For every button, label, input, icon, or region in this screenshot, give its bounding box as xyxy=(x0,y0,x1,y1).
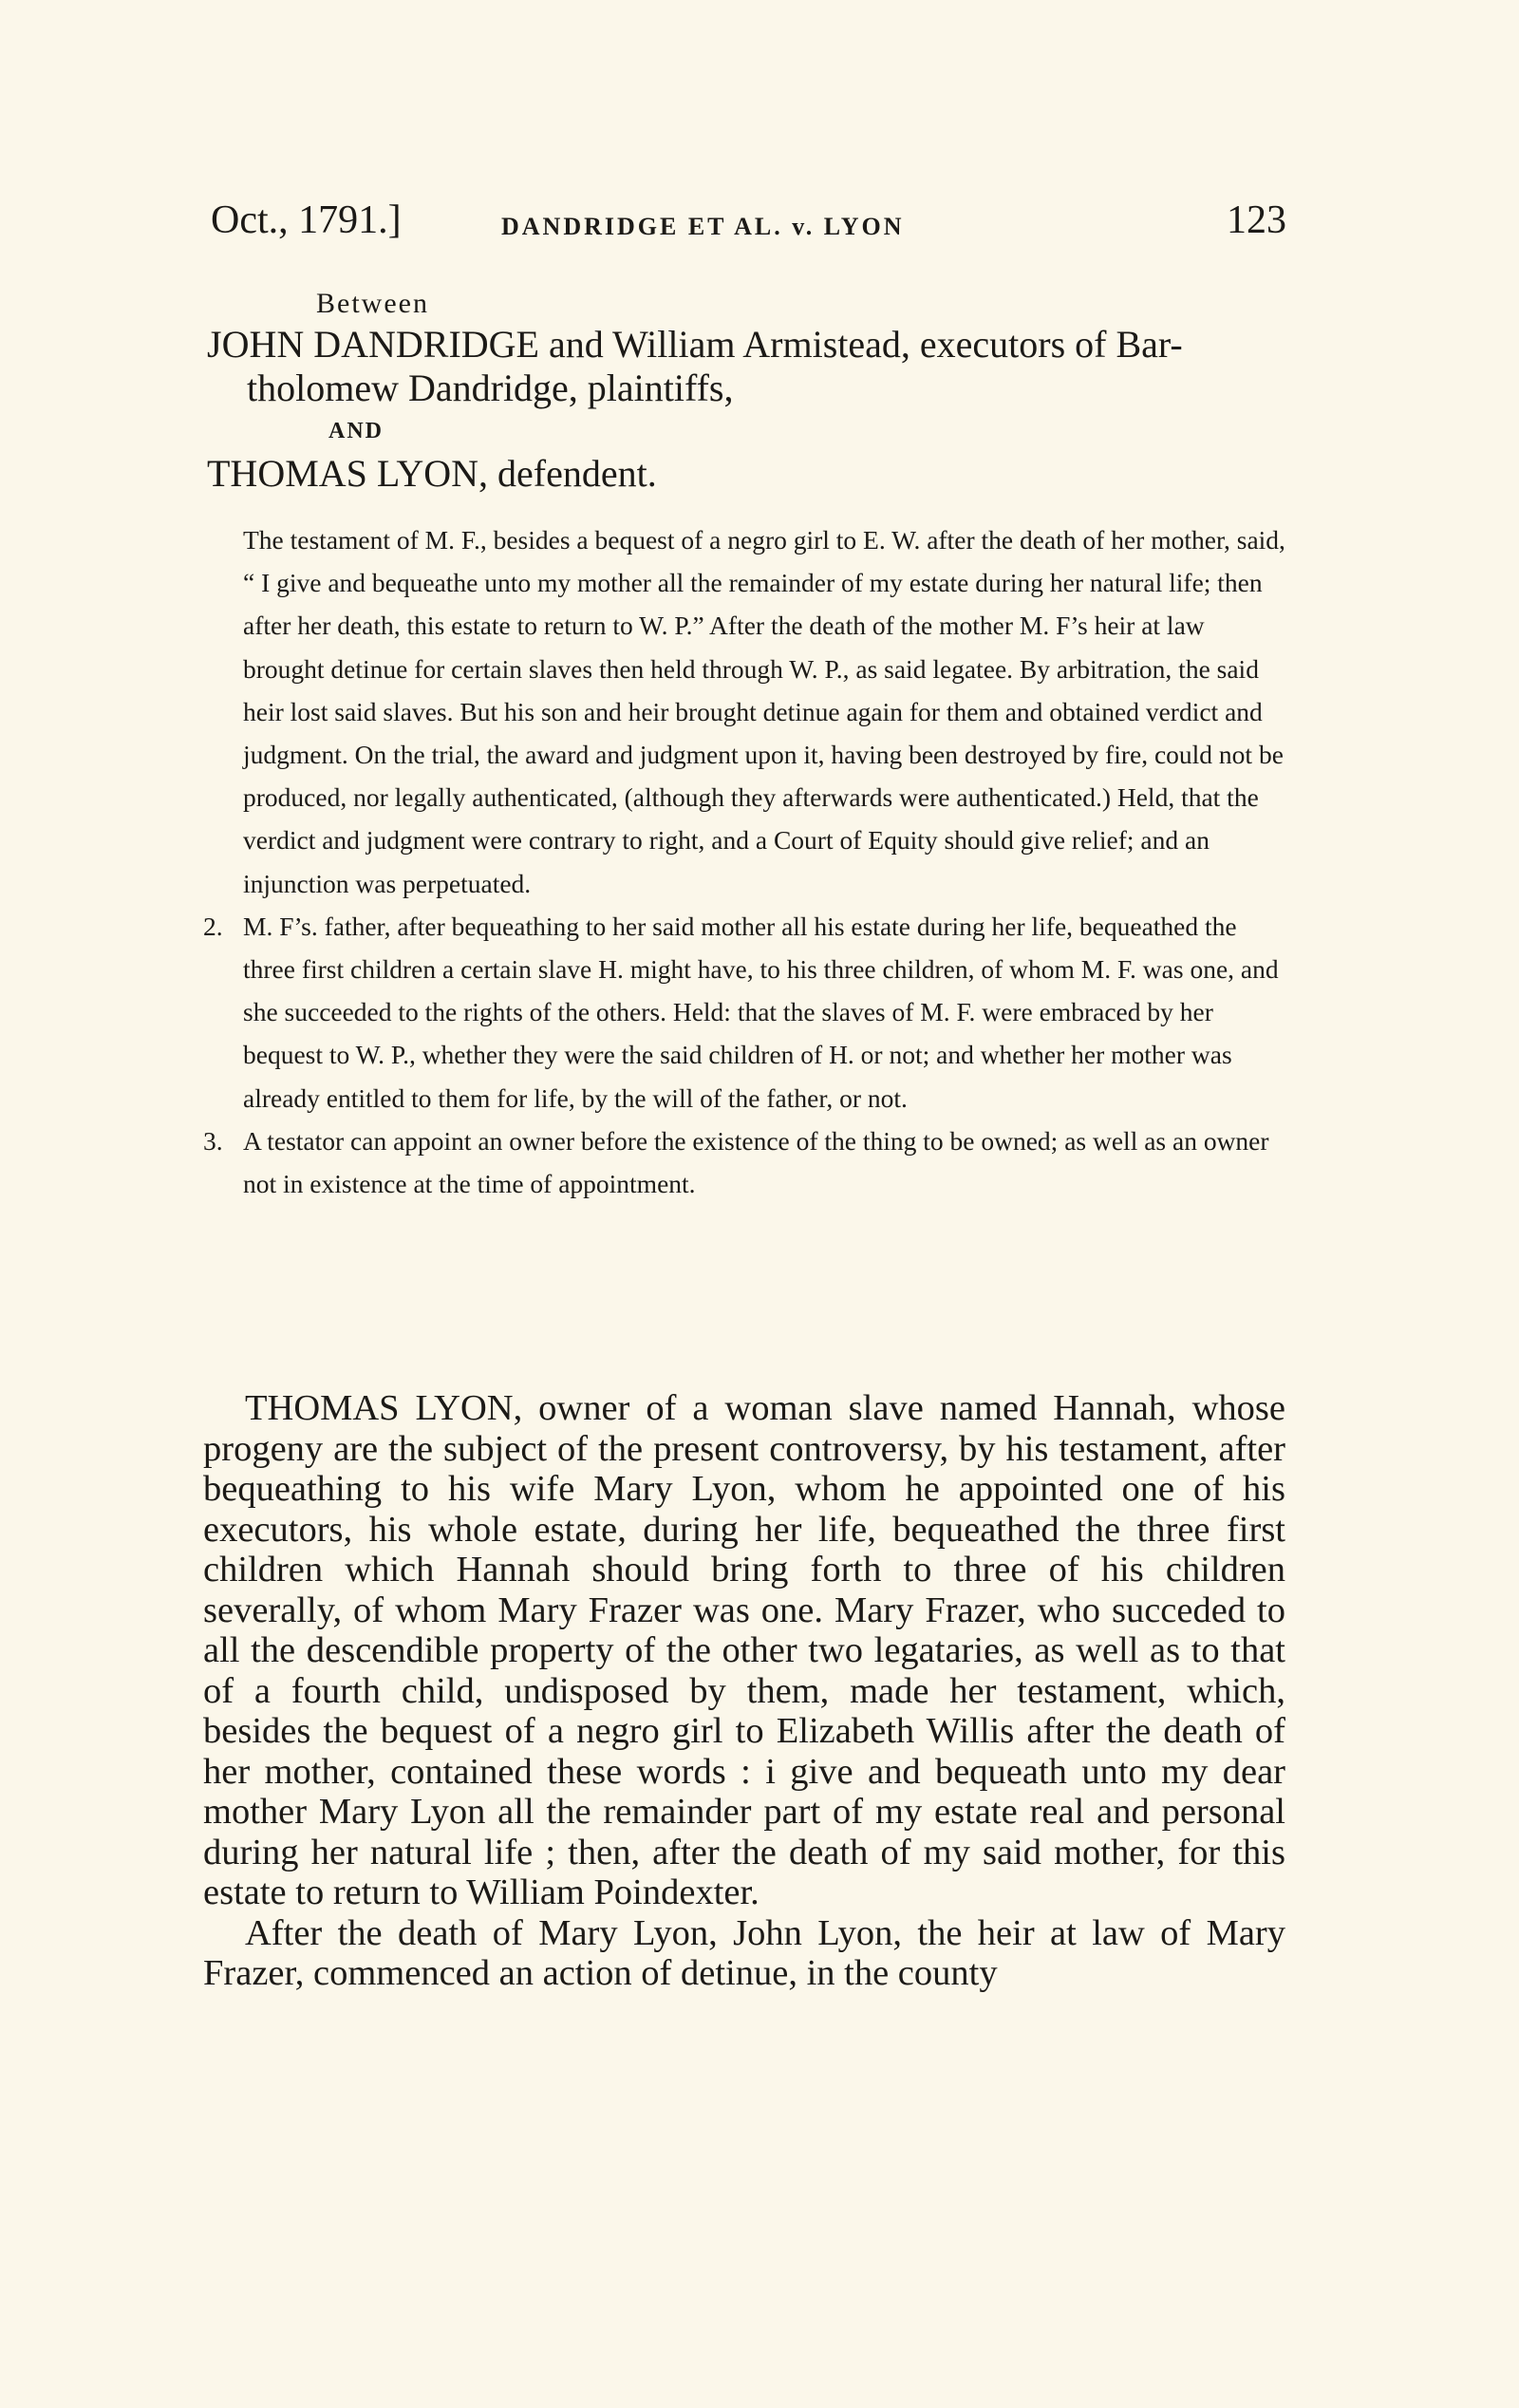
page-number: 123 xyxy=(1227,198,1286,242)
header-case-title: DANDRIDGE ET AL. v. LYON xyxy=(501,213,905,240)
syllabus-text: M. F’s. father, after bequeathing to her said mother all his estate during her life, bequeathed the three first children a certain slave H. might have, to his three children, of whom M. F. was one, and she succeeded to the rights of the others. Held: that the slaves of M. F. were embraced by her bequest to W. P., whether they were the said children of H. or not; and whether her mother was already entitled to them for life, by the will of the father, or not. xyxy=(243,911,1279,1113)
syllabus-number: 2. xyxy=(203,911,223,941)
defendant: THOMAS LYON, defendent. xyxy=(207,452,657,495)
case-caption xyxy=(207,285,1289,496)
plaintiffs-line-1: JOHN DANDRIDGE and William Armistead, executors of Bar- xyxy=(207,323,1183,366)
running-header xyxy=(211,198,1286,254)
opinion-body xyxy=(203,1388,1285,1994)
syllabus-text: A testator can appoint an owner before the existence of the thing to be owned; as well as an owner not in existence at the time of appointment. xyxy=(243,1125,1269,1199)
syllabus-item xyxy=(203,905,1285,1119)
plaintiffs-line-2: tholomew Dandridge, plaintiffs, xyxy=(247,367,734,409)
body-paragraph-1: THOMAS LYON, owner of a woman slave named Hannah, whose progeny are the subject of the present controversy, by his testament, after bequeathing to his wife Mary Lyon, whom he appointed one of his executors, his whole estate, during her life, bequeathed the three first children which Hannah should bring forth to three of his children severally, of whom Mary Frazer was one. Mary Frazer, who succeded to all the descendible property of the other two legataries, as well as to that of a fourth child, undisposed by them, made her testament, which, besides the bequest of a negro girl to Elizabeth Willis after the death of her mother, contained these words : i give and bequeath unto my dear mother Mary Lyon all the remainder part of my estate real and personal during her natural life ; then, after the death of my said mother, for this estate to return to William Poindexter. xyxy=(203,1388,1285,1912)
body-paragraph-2: After the death of Mary Lyon, John Lyon, the heir at law of Mary Frazer, commenced an action of detinue, in the county xyxy=(203,1912,1285,1993)
plaintiffs xyxy=(207,323,1289,410)
syllabus-item xyxy=(203,518,1285,905)
syllabus-item xyxy=(203,1119,1285,1205)
syllabus-text: The testament of M. F., besides a bequest of a negro girl to E. W. after the death of her mother, said, “ I give and bequeathe unto my mother all the remainder of my estate during her natural life; then after her death, this estate to return to W. P.” After the death of the mother M. F’s heir at law brought detinue for certain slaves then held through W. P., as said legatee. By arbitration, the said heir lost said slaves. But his son and heir brought detinue again for them and obtained verdict and judgment. On the trial, the award and judgment upon it, having been destroyed by fire, could not be produced, nor legally authenticated, (although they afterwards were authenticated.) Held, that the verdict and judgment were contrary to right, and a Court of Equity should give relief; and an injunction was perpetuated. xyxy=(243,525,1285,898)
syllabus-number: 3. xyxy=(203,1125,223,1156)
header-date: Oct., 1791.] xyxy=(211,198,402,242)
between-label: Between xyxy=(316,288,429,319)
and-label: AND xyxy=(328,419,384,443)
syllabus xyxy=(203,518,1285,1205)
